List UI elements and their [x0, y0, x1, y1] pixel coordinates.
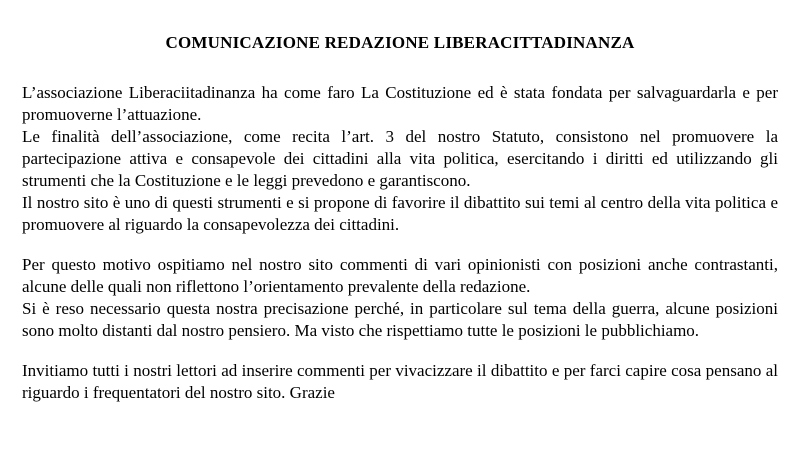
paragraph: L’associazione Liberaciitadinanza ha come faro La Costituzione ed è stata fondata per salvaguardarla e per promuoverne l’attuazione.	[22, 83, 778, 124]
paragraph: Il nostro sito è uno di questi strumenti e si propone di favorire il dibattito sui temi al centro della vita politica e promuovere al riguardo la consapevolezza dei cittadini.	[22, 193, 778, 234]
paragraph: Invitiamo tutti i nostri lettori ad inserire commenti per vivacizzare il dibattito e per farci capire cosa pensano al riguardo i frequentatori del nostro sito. Grazie	[22, 361, 778, 402]
paragraph: Le finalità dell’associazione, come recita l’art. 3 del nostro Statuto, consistono nel promuovere la partecipazione attiva e consapevole dei cittadini alla vita politica, esercitando i diritti ed utilizzando gli strumenti che la Costituzione e le leggi prevedono e garantiscono.	[22, 127, 778, 190]
paragraph: Si è reso necessario questa nostra precisazione perché, in particolare sul tema della guerra, alcune posizioni sono molto distanti dal nostro pensiero. Ma visto che rispettiamo tutte le posizioni le pubblichiamo.	[22, 299, 778, 340]
paragraph-group-2	[22, 254, 778, 342]
paragraph-group-3	[22, 360, 778, 404]
paragraph-group-1	[22, 82, 778, 236]
paragraph: Per questo motivo ospitiamo nel nostro sito commenti di vari opinionisti con posizioni anche contrastanti, alcune delle quali non riflettono l’orientamento prevalente della redazione.	[22, 255, 778, 296]
document-title: COMUNICAZIONE REDAZIONE LIBERACITTADINANZA	[165, 33, 635, 52]
